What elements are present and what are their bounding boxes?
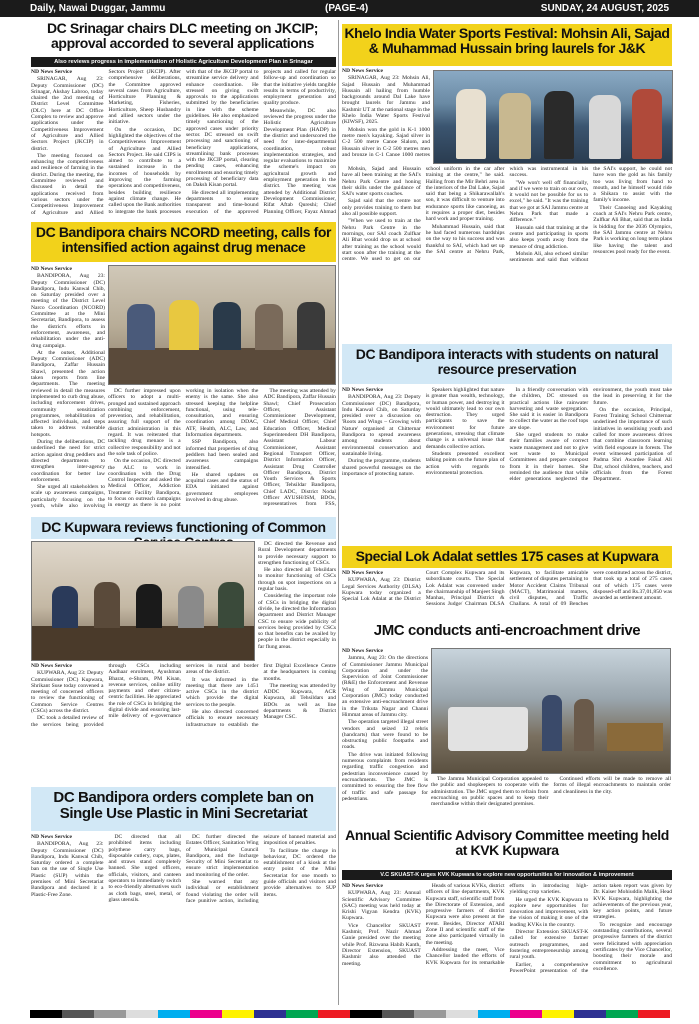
vehicle (448, 707, 528, 751)
byline: ND News Service (31, 834, 73, 840)
paragraph: KUPWARA, Aug 23: District Legal Services Authority (DLSA) Kupwara today organized a Special Lok Adalat at the District Court Complex Kupwara and its subordinate courts. The Special Lok Adalat was convened under the chairmanship of Manjeet Singh Manhas, Principal District & Sessions Judge/ Chairman DLSA Kupwara, to facilitate amicable settlement of disputes pertaining to Motor Accident Claims Tribunal (MACT), Matrimonial matters, civil disputes, and Traffic Challans. A total of 09 Benches were constituted across the district, that took up a total of 275 cases out of which 175 cases were disposed-off and Rs.37,01,850 was awarded as settlement amount. (342, 570, 672, 608)
article-kupwara-body (258, 541, 336, 661)
article-plastic-body (31, 834, 336, 1004)
paragraph: Vice Chancellor SKUAST Kashmir, Prof. Nazir Ahmad Ganie presided over the meeting while Prof. Rizwana Habib Kanth, Director Extension, SKUAST Kashmir also attended the meeting. (342, 922, 421, 967)
article-jmc-body (342, 648, 428, 822)
headline-srinagar: DC Srinagar chairs DLC meeting on JKCIP; approval accorded to several applications (46, 20, 319, 51)
paragraph: Mohsin won the gold in K-1 1000 metre men's kayaking. Sajad silver in C-2 500 metre Canoe Slalom, and Hussain silver in C-2 500 metres men and bronze in C-1 Canoe 1000 metres (342, 126, 430, 158)
headline-lokadalat: Special Lok Adalat settles 175 cases at Kupwara (342, 546, 672, 568)
color-swatch (414, 1010, 446, 1018)
color-swatch (30, 1010, 62, 1018)
paragraph: Earlier, a comprehensive PowerPoint presentation of the action taken report was given by Dr. Kaiser Mohiuddin Malik, Head KVK Kupwara, highlighting the achievements of the previous year, key action points, and future strategies. (509, 883, 672, 974)
news-photo (431, 648, 671, 774)
color-bar (30, 1010, 670, 1018)
paragraph: The operation targeted illegal street vendors and seized 12 rehris (handcarts) that were found to be obstructing public footpaths and roads. (342, 719, 428, 751)
person-figure (218, 582, 244, 628)
paragraph: She urged all stakeholders to scale up awareness campaigns, particularly focusing on the youth, while also involving (31, 484, 105, 509)
paragraph: On the occasion, Principal, Forest Training School Chitternar underlined the importance of such initiatives in sensitising youth and called for more awareness drives that combine classroom learning with field exposure in forests. The event witnessed participation of Padma Shri Awardee Faisal Ali Dar, school children, teachers, and officials from the Forest Department. (593, 406, 672, 483)
color-swatch (318, 1010, 350, 1018)
paragraph: The meeting focused on enhancing the competitiveness and resilience of farming in the district. During the meeting, the Committee reviewed and discussed in detail the applications received from various sectors under the Competitiveness Improvement of Agriculture and Allied Sectors Project (JKCIP). After comprehensive deliberations, the Committee approved several cases from Agriculture, Horticulture Planning & Marketing, Fisheries, Horticulture, Sheep Husbandry and allied sectors under the initiative. (31, 69, 181, 216)
paragraph: Mohsin, Sajad and Hussain have all been training at the SAI's Nehru Park Centre and honing their skills under the guidance of SAI's water sports coaches. (342, 166, 421, 198)
paragraph: During the programme, students shared powerful messages on the importance of protecting nature. (342, 458, 421, 477)
paragraph: KUPWARA, Aug 23: Deputy Commissioner (DC) Kupwara, Shrikant Suse today convened a meeting of concerned officers to review the functioning of Common Service Centres (CSCs) across the district. (31, 670, 104, 715)
paragraph: Considering the important role of CSCs in bridging the digital divide, he directed the Information department and District Manager CSC to ensure wide publicity of services being provided by CSCs so that benefits can be availed by people in the district especially in far flung areas. (258, 593, 336, 650)
article-ncord-body-2 (108, 388, 336, 512)
paragraph: Heads of various KVKs, district officers of line departments, KVK Kupwara staff, scientific staff from the Directorate of Extension, and progressive farmers of district Kupwara were also present at the event. Besides, Director ATARI Zone II and scientific staff of the zone also participated virtually in the meeting. (425, 883, 505, 946)
paragraph: The drive was initiated following numerous complaints from residents regarding traffic congestion and pedestrian inconvenience caused by encroachments. The JMC is committed to ensuring the free flow of traffic and safe passage for pedestrians. (342, 751, 428, 802)
headline-plastic: DC Bandipora orders complete ban on Single Use Plastic in Mini Secretariat (31, 787, 336, 831)
paragraph: DC further impressed upon officers to adopt a multi-pronged and sustained approach combining enforcement, prevention, and rehabilitation, assuring full support of the district administration in this regard. It was reiterated that tackling drug menace is a collective responsibility and not the sole task of police. (108, 388, 181, 457)
issue-date: SUNDAY, 24 AUGUST, 2025 (540, 3, 669, 14)
paragraph: KUPWARA, Aug 23: Annual Scientific Advisory Committee (SAC) meeting was held today at Krishi Vigyan Kendra (KVK) Kupwara. (342, 890, 421, 922)
paragraph: At the outset, Additional Deputy Commissioner (ADC) Bandipora, Zaffar Hussain Shawl, presented the action taken reports from line departments. The meeting reviewed in detail the measures implemented to curb drug abuse, including enforcement drives, community sensitization programmes, rehabilitation of affected individuals, and steps taken to address vulnerable hotspots. (31, 349, 105, 438)
color-swatch (254, 1010, 286, 1018)
headline-skuast: Annual Scientific Advisory Committee meeting held at KVK Kupwara (345, 827, 669, 858)
paragraph: Jammu, Aug 23: On the directions of Commissioner Jammu Municipal Corporation and under the Supervision of Joint Commissioner (R&E) the Enforcement and Revenue Wing of Jammu Municipal Corporation (JMC) today conducted an extensive anti-encroachment drive in the Trikuta Nagar and Channi Himmat areas of Jammu city. (342, 655, 428, 718)
paragraph: BANDIPORA, Aug 23: Deputy Commissioner (DC) Bandipora, Indu Kanwal Chib, Saturday ordered a complete ban on the use of Single Use Plastic (SUP) within the premises of Mini Secretariat Bandipora and declared it a Plastic-Free Zone. (31, 841, 104, 898)
paragraph: Mohsin Ali, also echoed similar sentiments and said that without the SAI's support, he could not have won the gold as his family too was living from hand to mouth, and he himself would ride a Shikara to assist with the family's income. (509, 166, 672, 264)
byline: ND News Service (342, 387, 384, 393)
paragraph: "We won't well off financially, and if we were to train on our own, it would not be possible for us to excel," he said. "It was the training that we got at SAI Jammu centre at Nehru Park that made a difference." (509, 179, 589, 224)
paragraph: To facilitate the change in behaviour, DC ordered the establishment of a kiosk at the entry point of the Mini Secretariat for one month to guide officials and visitors and provide alternatives to SUP items. (263, 847, 336, 898)
person-figure (127, 304, 155, 350)
article-ncord-body (31, 266, 105, 512)
article-kupwara-body-2 (31, 663, 336, 783)
article-jmc-body-2 (431, 776, 671, 822)
news-photo (108, 265, 336, 385)
paragraph: SRINAGAR, Aug 23: Mohsin Ali, Sajad Hussain and Muhammad Hussain all hailing from humble backgrounds around Dal Lake have brought laurels for Jammu and Kashmir UT at the national stage in the Khelo India Water Sports Festival (KIWSF), 2025. (342, 75, 430, 126)
masthead (0, 0, 699, 17)
byline: ND News Service (342, 68, 384, 74)
meeting-table (109, 348, 335, 384)
byline: ND News Service (342, 648, 384, 654)
color-swatch (350, 1010, 382, 1018)
color-swatch (190, 1010, 222, 1018)
handcart (607, 723, 663, 751)
athlete-figure (456, 89, 486, 159)
paragraph: Director Extension SKUAST-K called for extensive farmer outreach programmes, and fostering entrepreneurship among rural youth. (509, 929, 589, 961)
headline-jmc: JMC conducts anti-encroachment drive (373, 622, 641, 639)
color-swatch (574, 1010, 606, 1018)
person-figure (297, 302, 325, 350)
page-number: (PAGE-4) (325, 3, 369, 14)
paper-name: Daily, Nawai Duggar, Jammu (30, 3, 166, 14)
paragraph: Muhammad Hussain, said that he had faced numerous hardships on the way to his success and was thankful to SAI, which had set up the SAI centre at Nehru Park, which was instrumental in his success. (425, 166, 589, 255)
color-swatch (62, 1010, 94, 1018)
paragraph: Speakers highlighted that nature is greater than wealth, technology, or human power, and destroying it would ultimately lead to our own destruction. They urged participants to save the environment for future generations, stressing that climate change is a universal issue that demands collective action. (425, 387, 505, 450)
paragraph: He shared updates on acquittal cases and the status of EDA initiated against government employees involved in drug abuse. (185, 471, 259, 504)
paragraph: During the deliberations, DC underlined the need for strict action against drug peddlers and directed departments to strengthen inter-agency coordination for better law enforcement. (31, 439, 105, 483)
athlete-figure (544, 91, 574, 159)
paragraph: He urged the KVK Kupwara to explore new opportunities for innovation and improvement, with the vision of making it one of the leading KVKs in the country. (509, 896, 589, 928)
byline: ND News Service (342, 570, 384, 576)
byline: ND News Service (342, 883, 384, 889)
byline: ND News Service (31, 663, 73, 669)
column-rule (338, 20, 339, 1005)
paragraph: It was informed in the meeting that there are 1451 active CSCs in the district which provide the digital services to the people. (186, 676, 259, 708)
paragraph: BANDIPORA, Aug 23: Deputy Commissioner (DC) Bandipora, Indu Kanwal Chib, on Saturday presided over a discussion on 'Roots and Wings – Growing with Nature' organised at Chitternar Bandipora to spread awareness among students about environmental conservation and sustainable living. (342, 394, 421, 457)
article-lokadalat-body (342, 570, 672, 618)
person-figure (542, 695, 562, 751)
paragraph: DC directed that all prohibited items including polythene carry bags, disposable cutlery, cups, plates, and straws stand completely banned. She urged officers, officials, visitors, and canteen operators to immediately switch to eco-friendly alternatives such as cloth bags, steel, metal, or glass utensils. (108, 834, 181, 903)
meeting-table (32, 626, 254, 660)
headline-kupwara: DC Kupwara reviews functioning of Common (31, 517, 336, 539)
paragraph: To recognize and encourage outstanding contributions, several progressive farmers of the district were felicitated with appreciation certificates by the Vice Chancellor, boosting their morale and commitment to agricultural excellence. (593, 921, 672, 972)
paragraph: The Jammu Municipal Corporation appealed to the public and shopkeepers to cooperate with the administration. The JMC urged them to refrain from encroaching on public spaces and to keep their merchandise within their designated premises. (431, 776, 549, 808)
subhead-srinagar: Also reviews progress in implementation of Holistic Agriculture Development Plan in Srinagar (31, 57, 336, 67)
athlete-figure (499, 93, 531, 159)
paragraph: SRINAGAR, Aug 23: Deputy Commissioner (DC) Srinagar, Akshay Labroo, today chaired the 2nd meeting of District Level Committee (DLC) here at DC Office Complex to review and approve applications under the Competitiveness Improvement of Agriculture and Allied Sectors Project (JKCIP) in district. (31, 76, 104, 152)
paragraph: She urged students to make their families aware of correct waste management and not to give wet waste to Municipal Committees and prepare compost from it in their homes. She reminded the audience that while elder generations neglected the environment, the youth must take the lead in preserving it for the future. (509, 387, 672, 483)
person-figure (52, 586, 78, 628)
person-figure (94, 582, 120, 628)
article-khelo-body (342, 68, 430, 164)
athlete-figure (632, 89, 662, 159)
headline-ncord: DC Bandipora chairs NCORD meeting, calls for intensified action against drug menace (31, 222, 336, 262)
person-figure (136, 584, 162, 628)
paragraph: BANDIPORA, Aug 23: Deputy Commissioner (DC) Bandipora, Indu Kanwal Chib, on Saturday presided over a meeting of the District Level Narco Coordination (NCORD) Committee at the Mini Secretariat, Bandipora, to assess the district's efforts in enforcement, awareness, and rehabilitation under the anti-drug campaign. (31, 273, 105, 349)
paragraph: The meeting was attended by ADDC Kupwara, ACR Kupwara, all Tehsildars and BDOs as well as line departments & District Manager CSC. (263, 682, 336, 721)
paragraph: "When we used to train at the Nehru Park Centre in the mornings, our SAI coach Zulfkar Ali Bhat would drop us at school after training as the school would start soon after the training at the centre. We used to get on our school uniform in the car after training at the centre," he said. Hailing from the Mir Behri area in the interiors of the Dal Lake, Sajad said that being a Shikarawallah's son, it was difficult to venture into endurance sports like canoeing, as it requires a proper diet, besides hard work and proper training. (342, 166, 505, 263)
person-figure (178, 586, 204, 628)
person-figure (169, 300, 199, 350)
color-swatch (446, 1010, 478, 1018)
headline-natural: DC Bandipora interacts with students on natural resource preservation (342, 344, 672, 384)
color-swatch (606, 1010, 638, 1018)
color-swatch (286, 1010, 318, 1018)
color-swatch (542, 1010, 574, 1018)
paragraph: He directed all implementing departments to ensure transparent and time-bound execution of the approved projects and called for regular follow-up and coordination so that the initiative yields tangible results in terms of productivity, employment generation and quality produce. (186, 69, 336, 215)
paragraph: On the occasion, DC highlighted the objectives of the Competitiveness Improvement of Agriculture and Allied Sectors Project. He said CIPS is aimed to contribute to a sustained increase in the incomes of households by improving the farming operations and competitiveness, besides building resilience against climate change. He called upon the Bank authorities to integrate the bank processes with that of the JKCIP portal to streamline service delivery and enhance coordination. He stressed on giving swift approvals to the applications submitted by the beneficiaries in line with the scheme guidelines. He also emphasized timely sanctioning of the approved cases under priority sector. DC stressed on swift processing and sanctioning of beneficiary applications, streamlining bank processes with the JKCIP portal, clearing pending cases, enhancing enrollments and ensuring timely processing of beneficiary data on Daksh Kisan portal. (108, 69, 259, 215)
paragraph: DC took a detailed review of the services being provided through CSCs including Aadhaar enrolment, Ayushman Bharat, e-Shram, PM Kisan, revenue services, online utility payments and other citizen-centric facilities. He appreciated the role of CSCs in bridging the digital divide and ensuring last-mile delivery of e-governance services in rural and border areas of the district. (31, 663, 259, 728)
paragraph: Meanwhile, DC also reviewed the progress under the Holistic Agriculture Development Plan (HADP) in the district and underscored the need for inter-departmental coordination, robust implementation strategies, and regular evaluations to maximize the scheme's impact on agricultural growth and employment generation in the district. The meeting was attended by Additional District Development Commissioner, Rifat Aftab Qureshi; Chief Planning Officer, Fayaz Ahmad (263, 107, 336, 215)
person-figure (574, 699, 594, 751)
paragraph: SSP Bandipora, also informed that properties of drug peddlers had been sealed and awareness campaigns intensified. (185, 439, 259, 471)
paragraph: Their Canoeing and Kayaking coach at SAI's Nehru Park centre, Zulfkar Ali Bhat, said that as India is bidding for the 2036 Olympics, the SAI Jammu centre at Nehru Park is working on long term plans like having the talent and resources pool ready for the event. (593, 204, 672, 255)
color-swatch (222, 1010, 254, 1018)
color-swatch (94, 1010, 126, 1018)
color-swatch (638, 1010, 670, 1018)
paragraph: The meeting was attended by ADC Bandipora, Zaffar Hussain Shawl; Chief Prosecution Officer, Assistant Commissioner Development, Chief Medical Officer, Chief Education Officer, Medical Superintendent DH Bandipora, Assistant Labour Commissioner, Assistant Regional Transport Officer, District Information Officer, Assistant Drug Controller Officer Bandipora, District Youth Services & Sports Officer, Tehsildar Bandipora, Chief LADC, District Nodal Officer AYUSH/ISM, BDOs, representatives from FSS, (263, 388, 336, 508)
paragraph: Continued efforts will be made to remove all forms of illegal encroachments to maintain order and cleanliness in the city. (553, 776, 671, 795)
paragraph: On the occasion, DC directed the ALC to work in coordination with the Drug Control Inspector and asked the Medical Officer, Addiction Treatment Facility Bandipora, to focus on outreach campaigns in energy as there is no point working in isolation when the enemy is the same. She also stressed keeping the helpline functional, using tele-consultation, and ensuring coordination among DDAC, ATF, Health, ALC, Law, and Information departments. (108, 388, 259, 509)
color-swatch (478, 1010, 510, 1018)
color-swatch (158, 1010, 190, 1018)
paragraph: Addressing the meet, Vice Chancellor lauded the efforts of KVK Kupwara for its remarkable efforts in introducing high-yielding crop varieties. (425, 883, 589, 966)
athlete-figure (589, 95, 621, 159)
byline: ND News Service (31, 69, 73, 75)
article-skuast-body (342, 883, 672, 1005)
byline: ND News Service (31, 266, 73, 272)
paragraph: He also directed all Tehsildars to monitor functioning of CSCs through on spot inspections on a regular basis. (258, 567, 336, 593)
headline-khelo: Khelo India Water Sports Festival: Mohsin Ali, Sajad & Muhammad Hussain bring laurels for J&K (342, 24, 672, 66)
article-natural-body (342, 387, 672, 507)
article-khelo-body-2 (342, 166, 672, 340)
paragraph: Students presented excellent talking points on the future plan of action with regards to environmental protection. (425, 450, 505, 476)
news-photo (433, 70, 673, 164)
paragraph: Hussain said that training at the centre and participating in sports also keeps youth away from the menace of drug addiction. (509, 224, 589, 250)
paragraph: She warned that any individual or establishment found violating the order will face punitive action, including seizure of banned material and imposition of penalties. (186, 834, 336, 904)
paragraph: He also directed concerned officials to ensure necessary infrastructure to establish the first Digital Excellence Centre at the headquarters in coming months. (186, 663, 336, 728)
color-swatch (382, 1010, 414, 1018)
color-swatch (510, 1010, 542, 1018)
paragraph: DC directed the Revenue and Rural Development departments to provide necessary support to strengthen functioning of CSCs. (258, 541, 336, 566)
paragraph: Sajad said that the centre not only provides training to them but also all possible support. (342, 198, 421, 218)
subhead-skuast: V.C SKUAST-K urges KVK Kupwara to explore new opportunities for innovation & improvement (342, 870, 672, 880)
article-srinagar-body (31, 69, 336, 217)
person-figure (255, 304, 283, 350)
paragraph: DC further directed the Estates Officer, Sanitation Wing of Municipal Council Bandipora, and the Incharge Security of Mini Secretariat to ensure strict implementation and monitoring of the order. (186, 834, 259, 878)
color-swatch (126, 1010, 158, 1018)
paragraph: In a friendly conversation with the children, DC stressed on practical actions like rainwater harvesting and waste segregation. She said it is easier in Bandipora to collect the water as the roof tops are slope. (509, 387, 589, 431)
news-photo (31, 541, 255, 661)
person-figure (213, 302, 241, 350)
